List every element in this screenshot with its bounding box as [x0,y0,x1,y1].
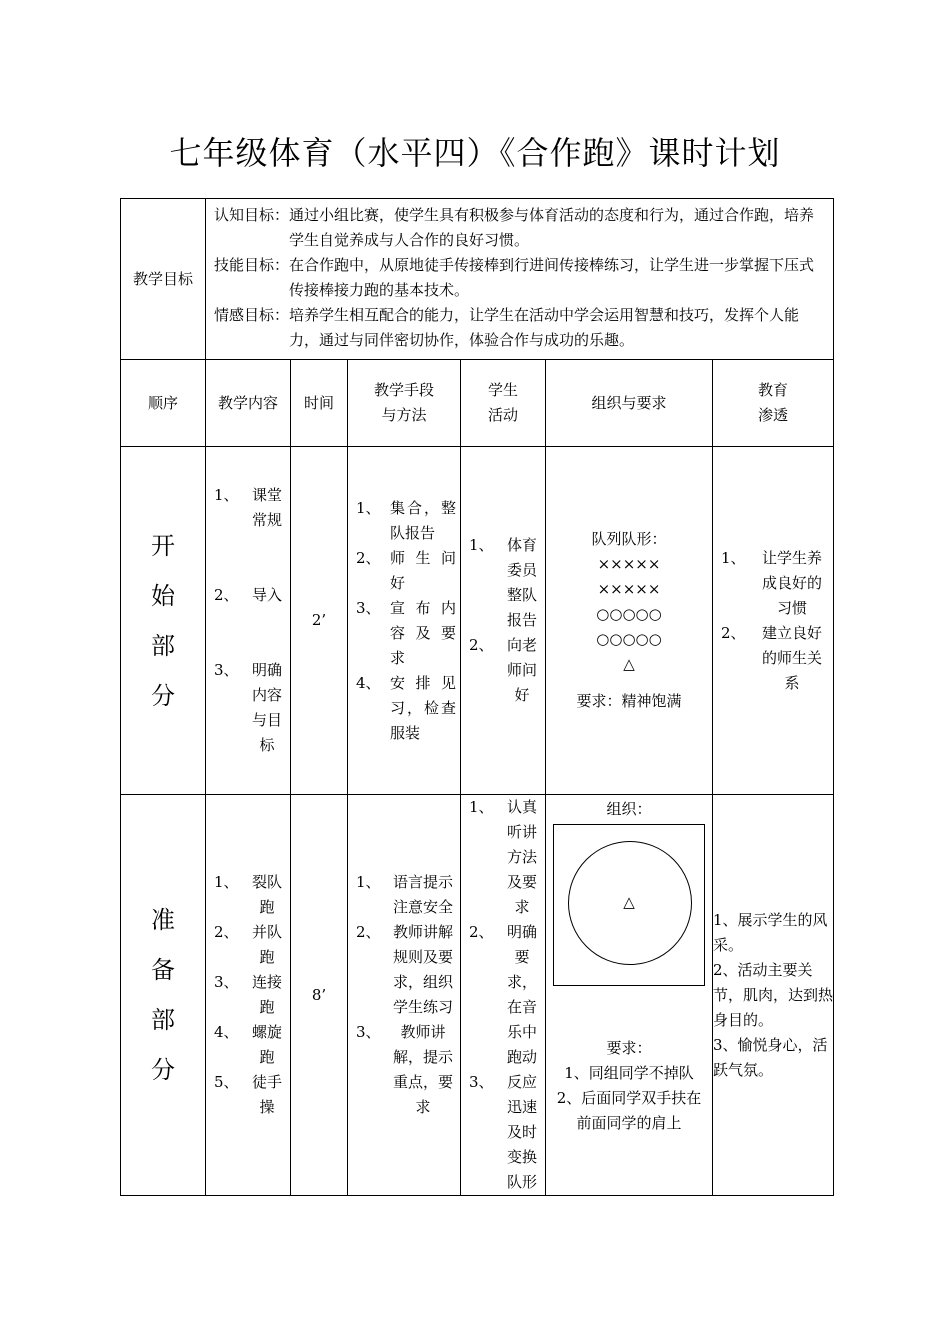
header-order: 顺序 [121,360,206,447]
item-num: 3、 [214,661,239,679]
item-text: 建立良好的师生关系 [762,623,823,692]
header-edu [713,360,834,447]
section-start-methods [348,447,461,795]
item-num: 2、 [356,548,381,567]
court-diagram [553,824,705,986]
header-student-line2: 活动 [487,406,518,424]
list-item [465,795,541,920]
item-num: 3、 [356,598,381,617]
item-text: 明确要求，在音乐中跑动 [506,923,537,1066]
item-num: 5、 [214,1073,239,1091]
section-name-char: 备 [151,956,175,984]
item-num: 2、 [469,636,494,654]
item-text: 连接跑 [251,973,282,1016]
item-text: 并队跑 [251,923,282,966]
section-prep-methods [348,795,461,1196]
objective-key: 认知目标： [214,206,290,224]
item-text: 向老师问好 [506,636,537,704]
list-item [210,583,286,608]
section-start-edu [713,447,834,795]
list-item [352,920,456,1020]
item-num: 1、 [356,873,381,891]
header-student [461,360,546,447]
list-item [465,633,541,708]
section-prep-org [546,795,713,1196]
objective-cognitive [214,203,827,253]
list-item [352,546,456,596]
requirement-label: 要求： [606,1039,652,1057]
section-prep-row [121,795,834,1196]
item-text: 徒手操 [251,1073,282,1116]
section-name-char: 部 [151,631,175,660]
item-num: 2、 [214,586,239,604]
section-prep-student [461,795,546,1196]
header-content: 教学内容 [206,360,291,447]
item-num: 3、 [469,1073,494,1091]
list-item [210,1020,286,1070]
objectives-cell [206,199,834,360]
item-text: 课堂常规 [251,486,282,529]
objective-text: 培养学生相互配合的能力，让学生在活动中学会运用智慧和技巧，发挥个人能力，通过与同伴密切协作，体验合作与成功的乐趣。 [289,306,800,349]
item-text: 教师讲解，提示重点，要求 [392,1023,453,1116]
teacher-marker: △ [623,655,635,673]
header-student-line1: 学生 [487,381,518,399]
item-text: 螺旋跑 [251,1023,282,1066]
list-item [352,1020,456,1120]
requirement-item: 1、同组同学不掉队 [564,1064,694,1082]
formation-row: ○○○○○ [596,605,662,623]
section-start-name [121,447,206,795]
edu-item: 2、活动主要关节，肌肉，达到热身目的。 [713,960,834,1029]
section-name-char: 分 [151,1056,175,1084]
item-text: 明确内容与目标 [251,661,282,754]
objective-emotion [214,303,827,353]
item-num: 1、 [214,873,239,891]
list-item [210,970,286,1020]
header-time: 时间 [291,360,348,447]
item-text: 反应迅速及时变换队形 [506,1073,537,1191]
item-num: 1、 [721,548,746,567]
formation-row: ××××× [597,580,661,598]
list-item [210,1070,286,1120]
item-num: 1、 [214,486,239,504]
item-text: 师 生 问好 [390,548,456,592]
section-name-char: 始 [151,581,175,610]
section-prep-name [121,795,206,1196]
section-start-org [546,447,713,795]
section-name-char: 准 [151,906,175,934]
list-item [352,671,456,746]
list-item [465,533,541,633]
item-num: 4、 [214,1023,239,1041]
objective-text: 通过小组比赛，使学生具有积极参与体育活动的态度和行为，通过合作跑，培养学生自觉养成与人合作的良好习惯。 [289,206,815,249]
list-item [352,496,456,546]
section-name-char: 开 [151,531,175,560]
section-name-char: 分 [151,681,175,710]
section-start-row [121,447,834,795]
header-method [348,360,461,447]
list-item [210,658,286,758]
formation-label: 队列队形： [591,530,667,548]
formation-row: ××××× [597,555,661,573]
list-item [465,1070,541,1195]
item-text: 让学生养成良好的习惯 [762,548,823,617]
section-prep-content [206,795,291,1196]
header-edu-line2: 渗透 [758,406,789,424]
section-prep-edu [713,795,834,1196]
objective-skill [214,253,827,303]
org-label: 组织： [606,800,652,818]
item-num: 3、 [356,1023,381,1041]
list-item [210,483,286,533]
list-item [352,596,456,671]
item-text: 体育委员整队报告 [506,536,537,629]
objectives-row [121,199,834,360]
teacher-marker: △ [623,893,635,911]
section-start-content [206,447,291,795]
objectives-label: 教学目标 [121,199,206,360]
item-text: 教师讲解规则及要求，组织学生练习 [392,923,453,1016]
list-item [352,870,456,920]
header-org: 组织与要求 [546,360,713,447]
list-item [717,546,829,621]
item-num: 2、 [214,923,239,941]
item-text: 认真听讲方法及要求 [506,798,537,916]
lesson-plan-table [120,198,834,1196]
item-num: 2、 [469,923,494,941]
header-method-line1: 教学手段 [373,381,434,399]
edu-item: 3、愉悦身心，活跃气氛。 [713,1035,828,1079]
item-num: 2、 [721,623,746,642]
item-text: 语言提示注意安全 [392,873,453,916]
formation-row: ○○○○○ [596,630,662,648]
item-num: 1、 [356,498,381,517]
item-num: 4、 [356,673,381,692]
header-method-line2: 与方法 [381,406,427,424]
item-text: 导入 [251,586,282,604]
spacer [210,608,286,658]
formation-requirement: 要求：精神饱满 [576,692,682,710]
list-item [717,621,829,696]
spacer [210,533,286,583]
list-item [210,870,286,920]
item-text: 安 排 见习，检查服装 [390,673,456,742]
section-start-time: 2’ [291,447,348,795]
item-num: 2、 [356,923,381,941]
objective-key: 技能目标： [214,256,290,274]
item-text: 宣 布 内容 及 要求 [390,598,456,667]
list-item [465,920,541,1070]
section-start-student [461,447,546,795]
objective-text: 在合作跑中，从原地徒手传接棒到行进间传接棒练习，让学生进一步掌握下压式传接棒接力跑的基本技术。 [289,256,815,299]
section-name-char: 部 [151,1006,175,1034]
item-num: 1、 [469,536,494,554]
item-text: 裂队跑 [251,873,282,916]
list-item [210,920,286,970]
objective-key: 情感目标： [214,306,290,324]
item-text: 集合，整队报告 [390,498,456,542]
header-edu-line1: 教育 [758,381,789,399]
section-prep-time: 8’ [291,795,348,1196]
edu-item: 1、展示学生的风采。 [713,910,828,954]
header-row [121,360,834,447]
item-num: 1、 [469,798,494,816]
item-num: 3、 [214,973,239,991]
requirement-item: 2、后面同学双手扶在前面同学的肩上 [556,1089,702,1132]
page-title: 七年级体育（水平四）《合作跑》课时计划 [169,134,781,172]
